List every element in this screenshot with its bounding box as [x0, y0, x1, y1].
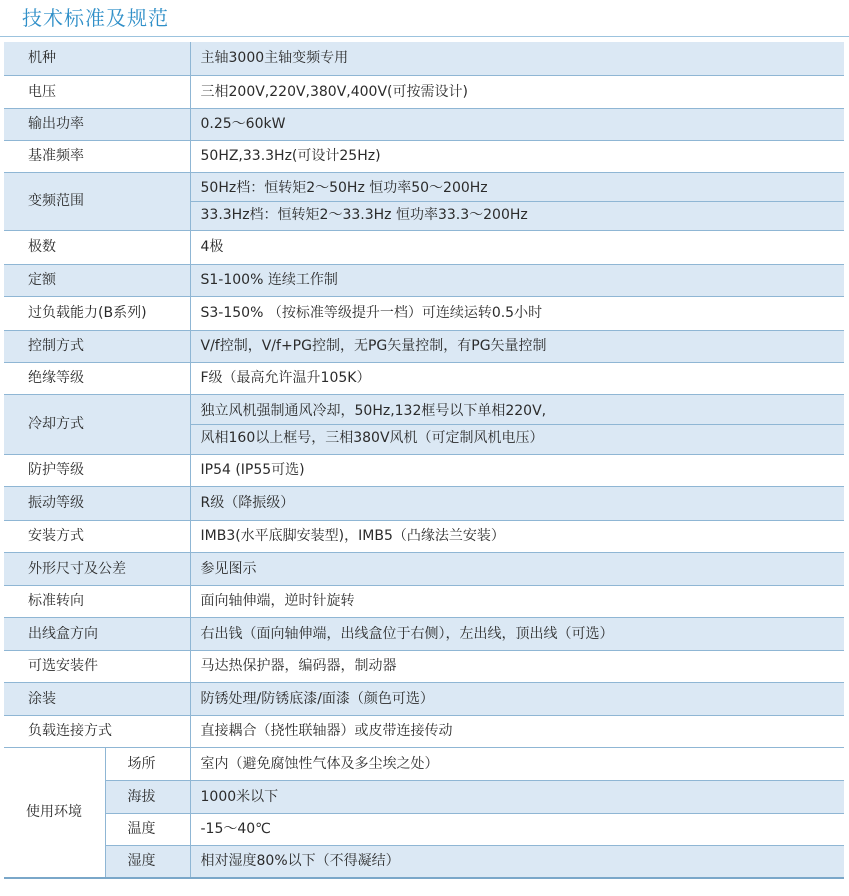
spec-key: 出线盒方向: [4, 617, 190, 650]
spec-key: 电压: [4, 75, 190, 108]
spec-row: [4, 715, 844, 747]
spec-row: [4, 264, 844, 296]
spec-table: [4, 42, 844, 879]
environment-key: 温度: [105, 813, 190, 845]
spec-key: 外形尺寸及公差: [4, 552, 190, 585]
spec-key: 标准转向: [4, 585, 190, 617]
environment-row: [4, 780, 844, 813]
spec-value: 直接耦合（挠性联轴器）或皮带连接传动: [190, 715, 844, 747]
spec-value: 面向轴伸端，逆时针旋转: [190, 585, 844, 617]
environment-value: 1000米以下: [190, 780, 844, 813]
spec-row: [4, 486, 844, 520]
environment-value: 室内（避免腐蚀性气体及多尘埃之处）: [190, 747, 844, 780]
spec-key: 变频范围: [4, 172, 190, 230]
spec-row: [4, 617, 844, 650]
spec-value: V/f控制，V/f+PG控制，无PG矢量控制，有PG矢量控制: [190, 330, 844, 362]
spec-key: 涂装: [4, 682, 190, 715]
spec-key: 输出功率: [4, 108, 190, 140]
spec-row: [4, 520, 844, 552]
spec-row: [4, 296, 844, 330]
environment-row: [4, 813, 844, 845]
spec-value-line: 风相160以上框号，三相380V风机（可定制风机电压）: [200, 429, 544, 446]
spec-row: [4, 330, 844, 362]
environment-value: 相对湿度80%以下（不得凝结）: [190, 845, 844, 878]
spec-value: R级（降振级）: [190, 486, 844, 520]
spec-key: 机种: [4, 42, 190, 75]
spec-row: [4, 454, 844, 486]
spec-key: 冷却方式: [4, 394, 190, 454]
spec-value: F级（最高允许温升105K）: [190, 362, 844, 394]
spec-value: 右出钱（面向轴伸端，出线盒位于右侧），左出线，顶出线（可选）: [190, 617, 844, 650]
title-divider: [0, 36, 849, 37]
spec-key: 可选安装件: [4, 650, 190, 682]
page-title: 技术标准及规范: [22, 6, 169, 30]
spec-value: IMB3(水平底脚安装型)，IMB5（凸缘法兰安装）: [190, 520, 844, 552]
spec-value-line: 独立风机强制通风冷却，50Hz,132框号以下单相220V,: [191, 400, 845, 425]
spec-key: 绝缘等级: [4, 362, 190, 394]
spec-row: [4, 552, 844, 585]
spec-key: 过负载能力(B系列): [4, 296, 190, 330]
spec-row: [4, 172, 844, 230]
spec-value: S1-100% 连续工作制: [190, 264, 844, 296]
environment-key: 海拔: [105, 780, 190, 813]
spec-value-line: 33.3Hz档：恒转矩2～33.3Hz 恒功率33.3～200Hz: [200, 206, 528, 223]
spec-value: 50HZ,33.3Hz(可设计25Hz): [190, 140, 844, 172]
spec-row: [4, 108, 844, 140]
spec-value: [190, 172, 844, 230]
spec-row: [4, 42, 844, 75]
spec-value: IP54 (IP55可选): [190, 454, 844, 486]
environment-label: 使用环境: [4, 747, 105, 878]
environment-key: 湿度: [105, 845, 190, 878]
spec-value: 三相200V,220V,380V,400V(可按需设计): [190, 75, 844, 108]
spec-key: 安装方式: [4, 520, 190, 552]
spec-row: [4, 394, 844, 454]
spec-row: [4, 650, 844, 682]
spec-key: 振动等级: [4, 486, 190, 520]
spec-value-line: 50Hz档：恒转矩2～50Hz 恒功率50～200Hz: [191, 177, 845, 202]
spec-key: 定额: [4, 264, 190, 296]
spec-value: 马达热保护器，编码器，制动器: [190, 650, 844, 682]
spec-value: 参见图示: [190, 552, 844, 585]
environment-value: -15～40℃: [190, 813, 844, 845]
spec-key: 防护等级: [4, 454, 190, 486]
spec-row: [4, 75, 844, 108]
spec-value: 防锈处理/防锈底漆/面漆（颜色可选）: [190, 682, 844, 715]
spec-value: 主轴3000主轴变频专用: [190, 42, 844, 75]
spec-row: [4, 585, 844, 617]
spec-value: 4极: [190, 230, 844, 264]
spec-row: [4, 682, 844, 715]
spec-row: [4, 230, 844, 264]
spec-key: 基准频率: [4, 140, 190, 172]
spec-value: S3-150% （按标准等级提升一档）可连续运转0.5小时: [190, 296, 844, 330]
spec-row: [4, 362, 844, 394]
spec-row: [4, 140, 844, 172]
environment-key: 场所: [105, 747, 190, 780]
environment-row: [4, 747, 844, 780]
spec-key: 负载连接方式: [4, 715, 190, 747]
environment-row: [4, 845, 844, 878]
spec-value: [190, 394, 844, 454]
spec-key: 极数: [4, 230, 190, 264]
spec-key: 控制方式: [4, 330, 190, 362]
spec-value: 0.25～60kW: [190, 108, 844, 140]
